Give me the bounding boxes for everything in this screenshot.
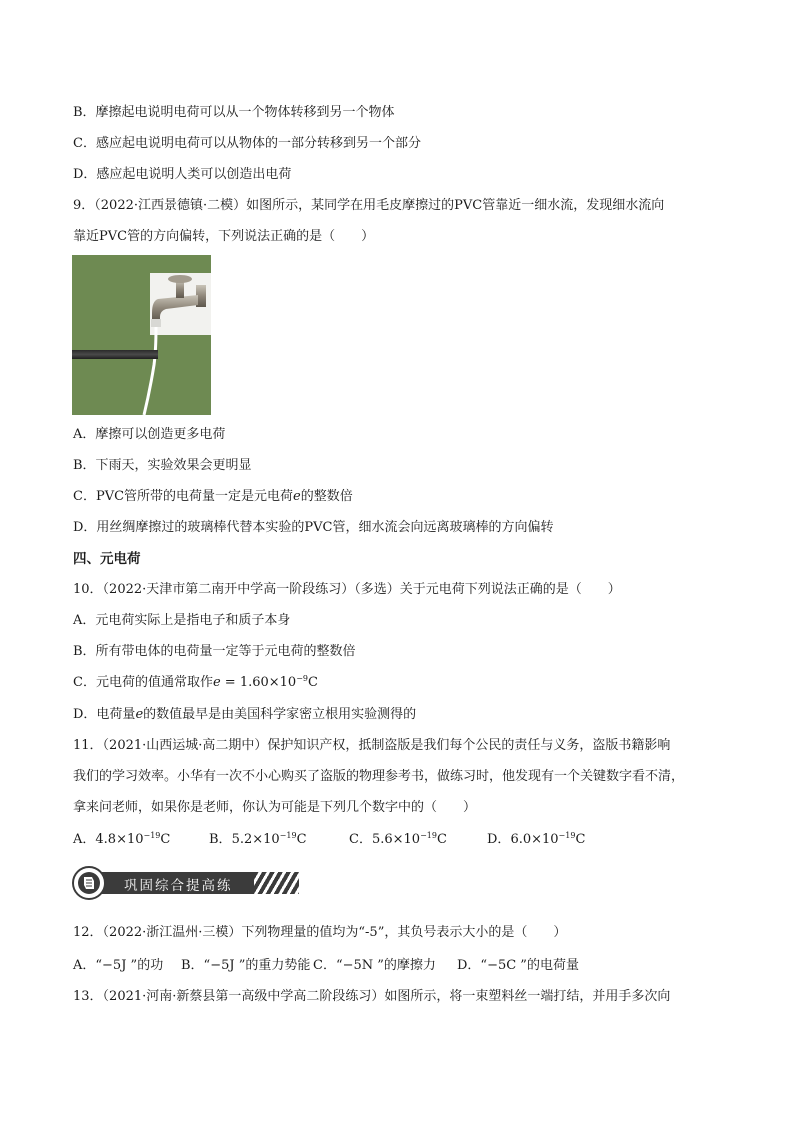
q11-option-c: C．$5.6\times 10^{-19}C$	[349, 831, 447, 847]
q12-options	[73, 957, 673, 975]
hand-icon	[72, 866, 106, 900]
question-11-line2: 我们的学习效率。小华有一次不小心购买了盗版的物理参考书，做练习时，他发现有一个关键数字看不清，	[73, 769, 685, 784]
q10-option-c: C．元电荷的值通常取作$e = 1.60\times 10^{-9}C$	[73, 674, 318, 690]
q9-option-b: B．下雨天，实验效果会更明显	[73, 458, 252, 473]
question-9-cont: 靠近PVC管的方向偏转，下列说法正确的是（ ）	[73, 229, 375, 244]
pvc-pipe	[72, 350, 158, 359]
question-13: 13．（2021·河南·新蔡县第一高级中学高二阶段练习）如图所示，将一束塑料丝一端打结，并用手多次向	[73, 989, 671, 1004]
q12-option-d: D．“−5C ”的电荷量	[457, 958, 579, 973]
section-banner	[72, 866, 297, 900]
q8-option-d: D．感应起电说明人类可以创造出电荷	[73, 167, 292, 182]
q11-option-d: D．$6.0\times 10^{-19}C$	[487, 831, 586, 847]
q12-option-c: C．“−5N ”的摩擦力	[313, 958, 436, 973]
q11-options	[73, 831, 673, 849]
q9-option-c: C．PVC管所带的电荷量一定是元电荷e的整数倍	[73, 489, 353, 504]
faucet-pvc-figure	[72, 255, 211, 415]
question-12: 12．（2022·浙江温州·三模）下列物理量的值均为“-5”，其负号表示大小的是（ ）	[73, 925, 567, 940]
q10-option-a: A．元电荷实际上是指电子和质子本身	[73, 613, 291, 628]
section-4-title: 四、元电荷	[73, 551, 141, 567]
banner-title: 巩固综合提高练	[124, 878, 233, 894]
banner-emblem-icon	[72, 866, 106, 900]
faucet-illustration	[72, 255, 211, 415]
q11-option-a: A．$4.8\times 10^{-19}C$	[73, 831, 171, 847]
q8-option-b: B．摩擦起电说明电荷可以从一个物体转移到另一个物体	[73, 105, 395, 120]
question-9: 9．（2022·江西景德镇·二模）如图所示，某同学在用毛皮摩擦过的PVC管靠近一细水流，发现细水流向	[73, 198, 665, 213]
q10-option-b: B．所有带电体的电荷量一定等于元电荷的整数倍	[73, 644, 356, 659]
banner-stripes	[254, 872, 299, 894]
q11-option-b: B．$5.2\times 10^{-19}C$	[209, 831, 307, 847]
q9-option-d: D．用丝绸摩擦过的玻璃棒代替本实验的PVC管，细水流会向远离玻璃棒的方向偏转	[73, 520, 554, 535]
question-10: 10．（2022·天津市第二南开中学高一阶段练习）（多选）关于元电荷下列说法正确的是（ ）	[73, 582, 621, 597]
q8-option-c: C．感应起电说明电荷可以从物体的一部分转移到另一个部分	[73, 136, 421, 151]
question-11: 11．（2021·山西运城·高二期中）保护知识产权，抵制盗版是我们每个公民的责任与义务，盗版书籍影响	[73, 738, 671, 753]
q12-option-a: A．“−5J ”的功	[73, 958, 164, 973]
q12-option-b: B．“−5J ”的重力势能	[181, 958, 311, 973]
q10-option-d: D．电荷量e的数值最早是由美国科学家密立根用实验测得的	[73, 707, 417, 722]
q9-option-a: A．摩擦可以创造更多电荷	[73, 427, 226, 442]
question-11-line3: 拿来问老师，如果你是老师，你认为可能是下列几个数字中的（ ）	[73, 800, 477, 815]
